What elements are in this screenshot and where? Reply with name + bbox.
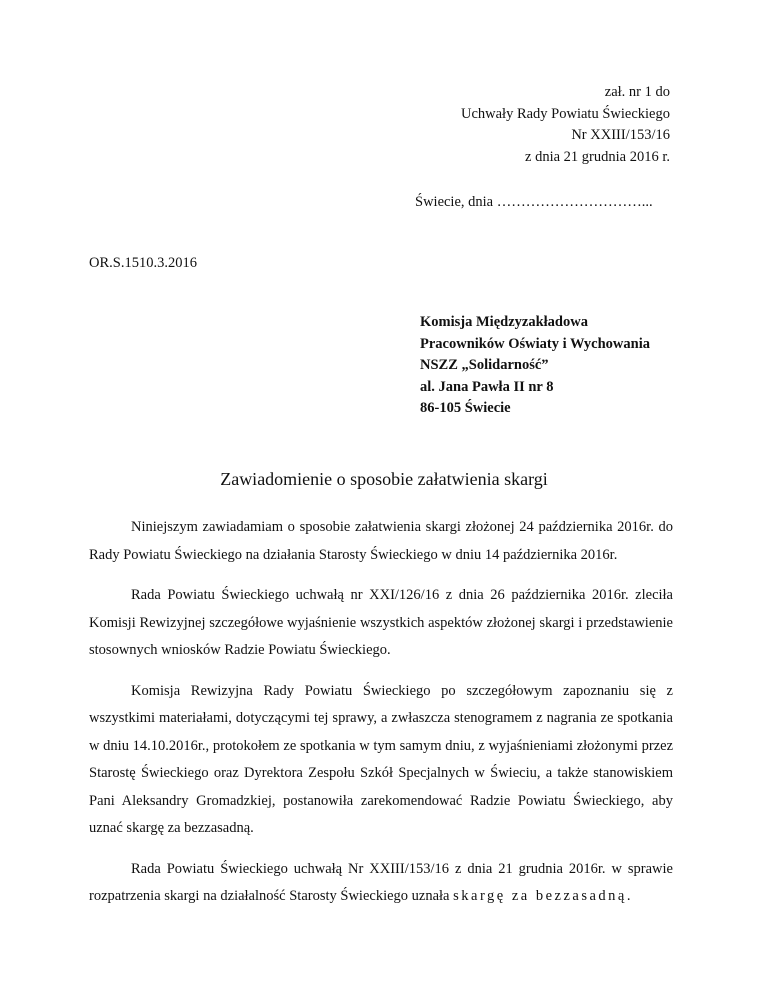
- addressee-block: [420, 312, 650, 420]
- attachment-line-1: zał. nr 1 do: [604, 84, 670, 100]
- paragraph-3: Komisja Rewizyjna Rady Powiatu Świeckiego po szczegółowym zapoznaniu się z wszystkimi materiałami, dotyczącymi tej sprawy, a zwłaszcza stenogramem z nagrania ze spotkania w dniu 14.10.2016r., protokołem ze spotkania w tym samym dniu, z wyjaśnieniami złożonymi przez Starostę Świeckiego oraz Dyrektora Zespołu Szkół Specjalnych w Świeciu, a także stanowiskiem Pani Aleksandry Gromadzkiej, postanowiła zarekomendować Radzie Powiatu Świeckiego, aby uznać skargę za bezzasadną.: [89, 682, 673, 836]
- document-body: [89, 514, 673, 924]
- addressee-line-4: al. Jana Pawła II nr 8: [420, 378, 554, 395]
- addressee-line-3: NSZZ „Solidarność”: [420, 357, 549, 373]
- place-and-date: Świecie, dnia …………………………...: [415, 194, 653, 210]
- attachment-line-3: Nr XXIII/153/16: [571, 127, 670, 143]
- document-title: Zawiadomienie o sposobie załatwienia skargi: [220, 469, 548, 489]
- paragraph-4-spaced: skargę za bezzasadną.: [453, 888, 633, 904]
- paragraph-2: Rada Powiatu Świeckiego uchwałą nr XXI/126/16 z dnia 26 października 2016r. zleciła Komisji Rewizyjnej szczegółowe wyjaśnienie wszystkich aspektów złożonej skargi i przedstawienie stosownych wniosków Radzie Powiatu Świeckiego.: [89, 587, 673, 658]
- paragraph-4-main: Rada Powiatu Świeckiego uchwałą Nr XXIII/153/16 z dnia 21 grudnia 2016r. w sprawie rozpatrzenia skargi na działalność Starosty Świeckiego uznała: [89, 860, 673, 904]
- addressee-line-5: 86-105 Świecie: [420, 400, 511, 416]
- paragraph-1: Niniejszym zawiadamiam o sposobie załatwienia skargi złożonej 24 października 2016r. do Rady Powiatu Świeckiego na działania Starosty Świeckiego w dniu 14 października 2016r.: [89, 519, 673, 563]
- attachment-line-2: Uchwały Rady Powiatu Świeckiego: [460, 105, 670, 122]
- addressee-line-2: Pracowników Oświaty i Wychowania: [420, 335, 650, 352]
- addressee-line-1: Komisja Międzyzakładowa: [420, 314, 588, 330]
- case-number: OR.S.1510.3.2016: [89, 255, 197, 271]
- attachment-line-4: z dnia 21 grudnia 2016 r.: [525, 148, 670, 165]
- paragraph-4: [89, 856, 673, 911]
- attachment-note: [461, 82, 670, 168]
